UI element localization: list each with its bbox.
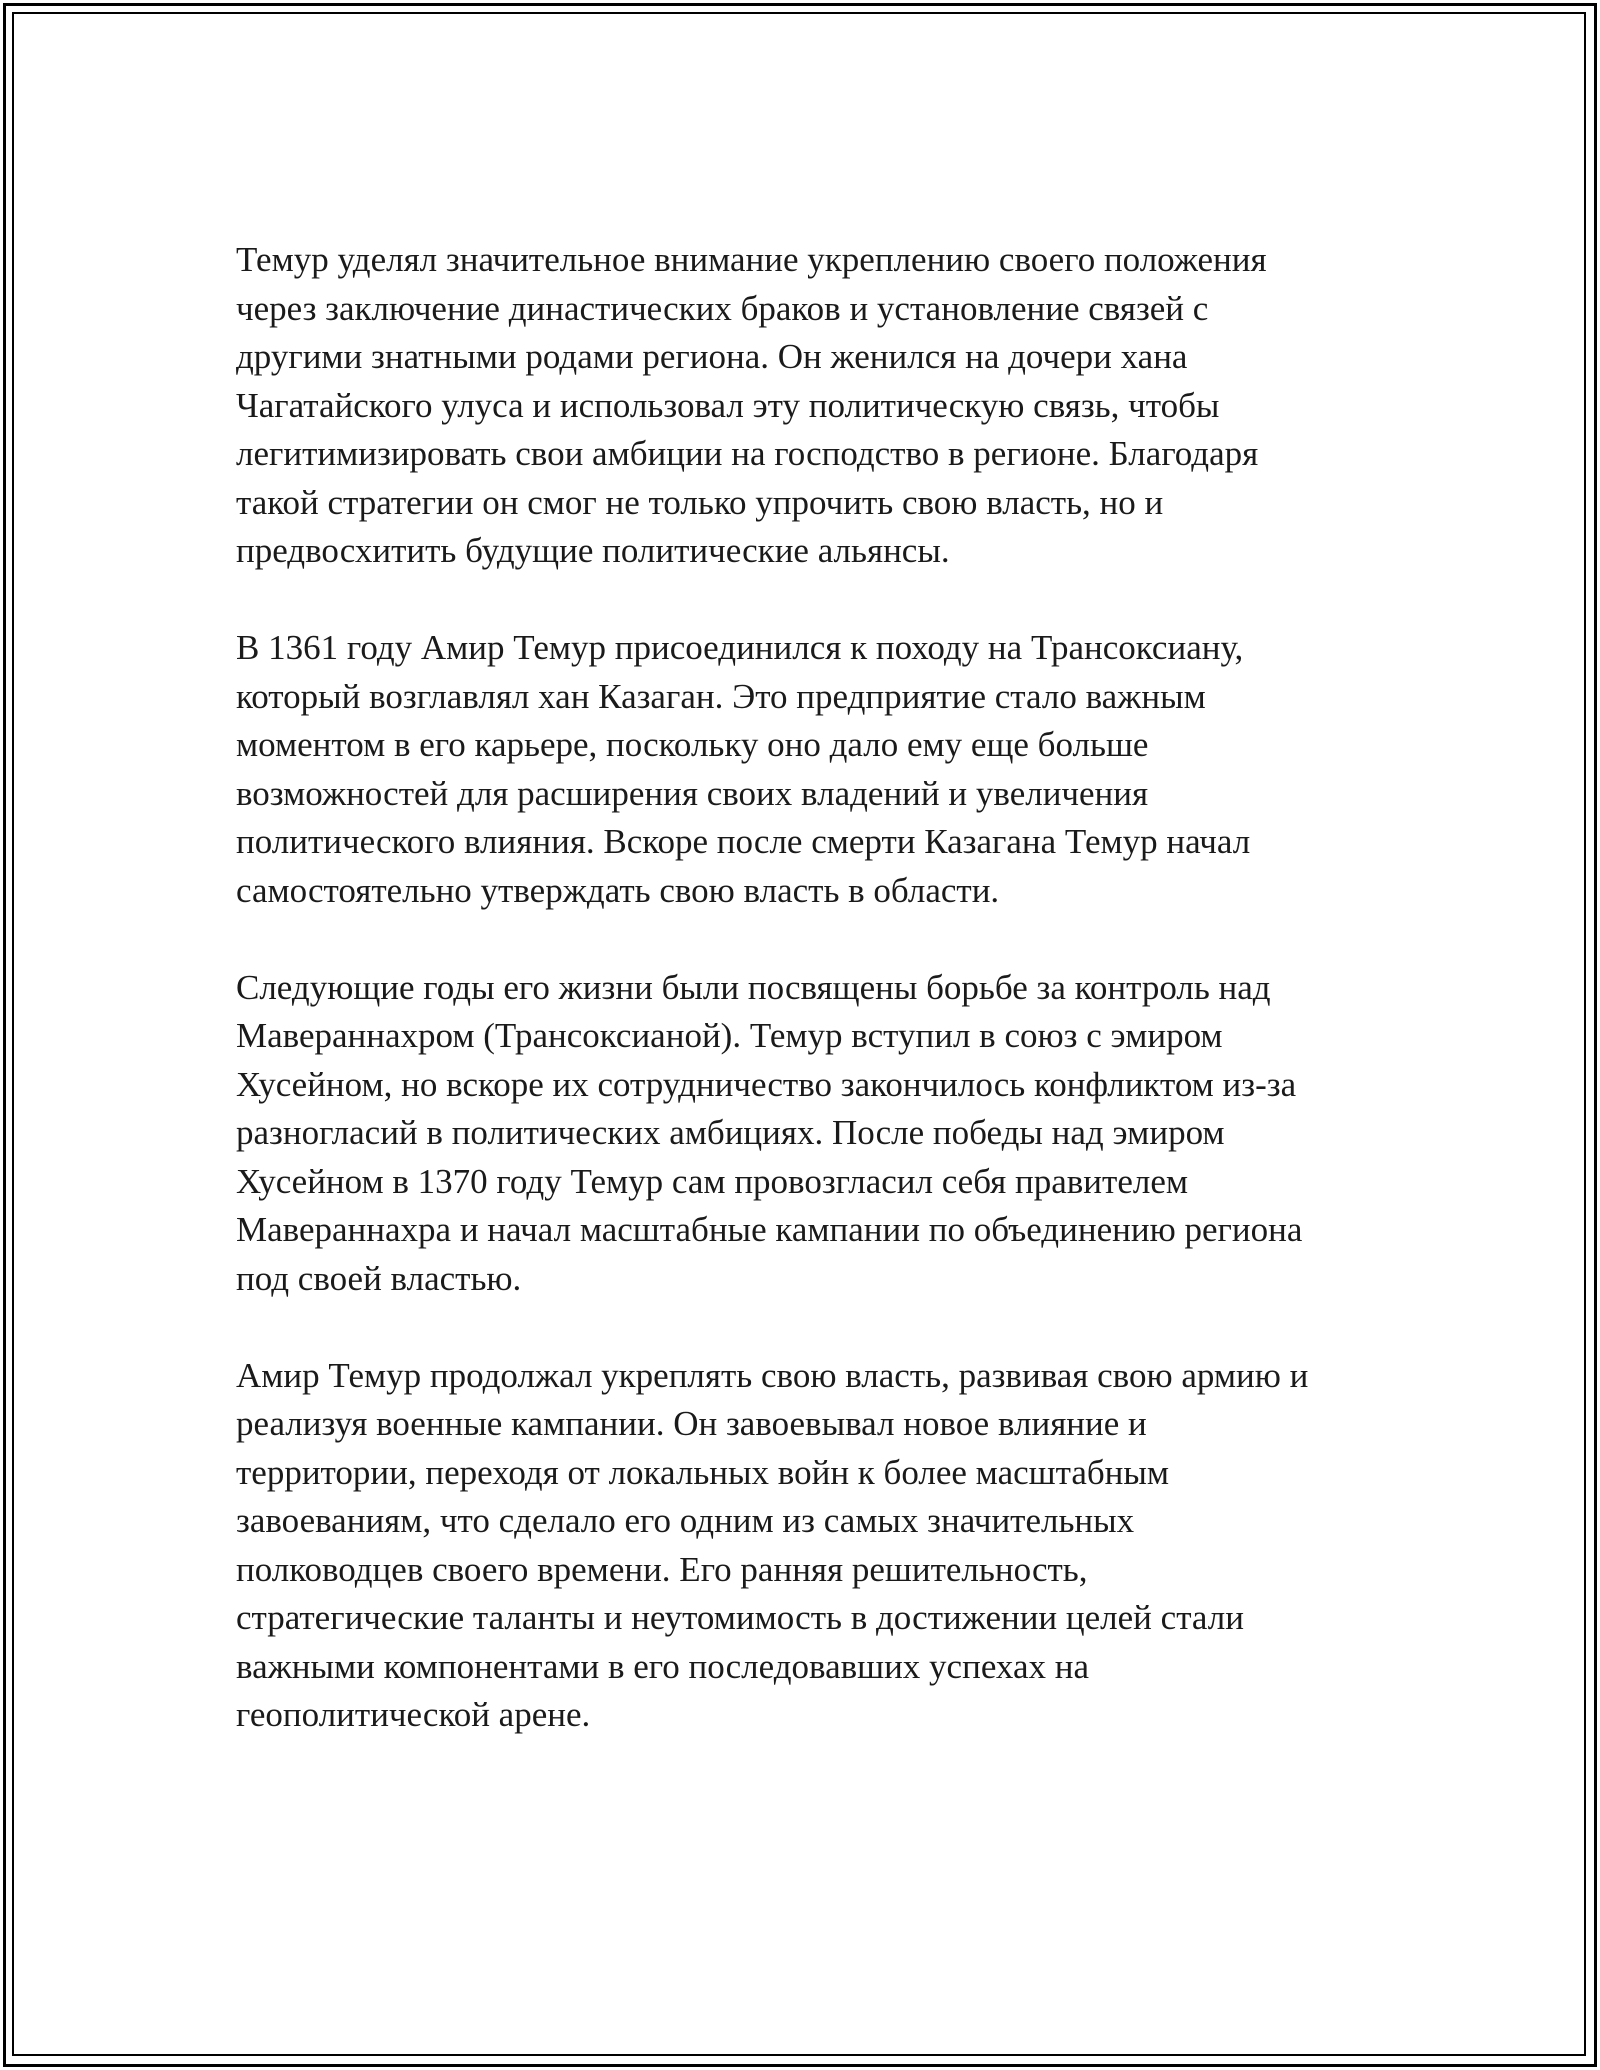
document-body [236, 236, 1396, 1788]
paragraph-4: Амир Темур продолжал укреплять свою власть, развивая свою армию и реализуя военные кампании. Он завоевывал новое влияние и территории, переходя от локальных войн к более масштабным завоеваниям, что сделало его одним из самых значительных полководцев своего времени. Его ранняя решительность, стратегические таланты и неутомимость в достижении целей стали важными компонентами в его последовавших успехах на геополитической арене. [236, 1355, 1309, 1734]
paragraph-2: В 1361 году Амир Темур присоединился к походу на Трансоксиану, который возглавлял хан Казаган. Это предприятие стало важным моментом в его карьере, поскольку оно дало ему еще больше возможностей для расширения своих владений и увеличения политического влияния. Вскоре после смерти Казагана Темур начал самостоятельно утверждать свою власть в области. [236, 628, 1251, 910]
paragraph-1: Темур уделял значительное внимание укреплению своего положения через заключение династических браков и установление связей с другими знатными родами региона. Он женился на дочери хана Чагатайского улуса и использовал эту политическую связь, чтобы легитимизировать свои амбиции на господство в регионе. Благодаря такой стратегии он смог не только упрочить свою власть, но и предвосхитить будущие политические альянсы. [236, 240, 1267, 570]
paragraph-3: Следующие годы его жизни были посвящены борьбе за контроль над Мавераннахром (Трансоксианой). Темур вступил в союз с эмиром Хусейном, но вскоре их сотрудничество закончилось конфликтом из-за разногласий в политических амбициях. После победы над эмиром Хусейном в 1370 году Темур сам провозгласил себя правителем Мавераннахра и начал масштабные кампании по объединению региона под своей властью. [236, 967, 1303, 1298]
